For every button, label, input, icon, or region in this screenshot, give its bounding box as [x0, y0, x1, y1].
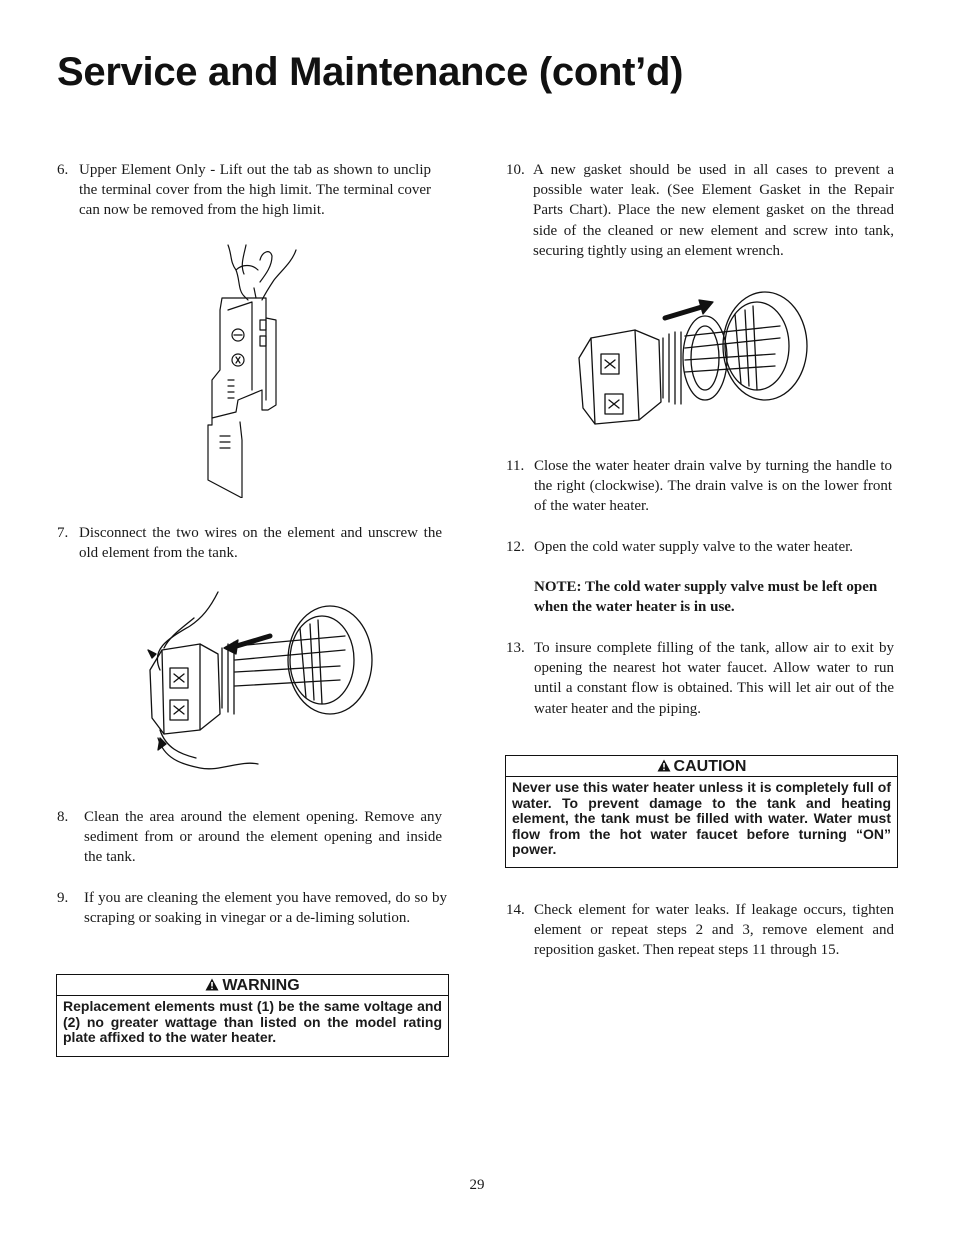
- warning-triangle-icon: [205, 978, 219, 991]
- step-number: 8.: [57, 809, 69, 825]
- terminal-cover-tab-illustration: [200, 240, 310, 498]
- warning-header: [57, 975, 448, 996]
- warning-triangle-icon: [657, 759, 671, 772]
- step-number: 13.: [506, 640, 525, 656]
- step-text: Close the water heater drain valve by turning the handle to the right (clockwise). The drain valve is on the lower front of the water heater.: [534, 458, 892, 515]
- note-text: NOTE: The cold water supply valve must be left open when the water heater is in use.: [534, 579, 878, 616]
- step-number: 10.: [506, 162, 525, 178]
- step-text: Open the cold water supply valve to the water heater.: [534, 539, 854, 555]
- step-number: 9.: [57, 890, 69, 906]
- caution-box: [505, 755, 898, 868]
- step-number: 6.: [57, 162, 69, 178]
- step-text: If you are cleaning the element you have removed, do so by scraping or soaking in vinegar or a de-liming solution.: [84, 890, 447, 927]
- caution-text: Never use this water heater unless it is completely full of water. To prevent damage to the tank and heating element, the tank must be filled with water. Water must flow from the hot water faucet before turning “ON” power.: [512, 779, 891, 858]
- element-removal-illustration: [140, 588, 380, 778]
- step-text: Check element for water leaks. If leakage occurs, tighten element or repeat steps 2 and 3, remove element and reposition gasket. Then repeat steps 11 through 15.: [534, 902, 894, 959]
- step-number: 14.: [506, 902, 525, 918]
- step-number: 12.: [506, 539, 525, 555]
- element-install-illustration: [575, 288, 815, 430]
- step-text: To insure complete filling of the tank, allow air to exit by opening the nearest hot water faucet. Allow water to run until a constant flow is obtained. This will let air out of the water heater and the piping.: [534, 640, 894, 717]
- warning-text: Replacement elements must (1) be the same voltage and (2) no greater wattage than listed on the model rating plate affixed to the water heater.: [63, 998, 442, 1046]
- step-text: A new gasket should be used in all cases to prevent a possible water leak. (See Element Gasket in the Repair Parts Chart). Place the new element gasket on the thread side of the cleaned or new element and screw into tank, securing tightly using an element wrench.: [533, 162, 894, 259]
- step-number: 7.: [57, 525, 69, 541]
- step-number: 11.: [506, 458, 525, 474]
- page-number: 29: [469, 1177, 485, 1193]
- warning-box: [56, 974, 449, 1057]
- step-text: Upper Element Only - Lift out the tab as shown to unclip the terminal cover from the high limit. The terminal cover can now be removed from the high limit.: [79, 162, 431, 219]
- step-text: Clean the area around the element opening. Remove any sediment from or around the element opening and inside the tank.: [84, 809, 442, 866]
- caution-header: [506, 756, 897, 777]
- warning-label: WARNING: [222, 977, 300, 994]
- page-title: Service and Maintenance (cont’d): [57, 50, 684, 94]
- caution-label: CAUTION: [673, 758, 747, 775]
- step-text: Disconnect the two wires on the element and unscrew the old element from the tank.: [79, 525, 442, 562]
